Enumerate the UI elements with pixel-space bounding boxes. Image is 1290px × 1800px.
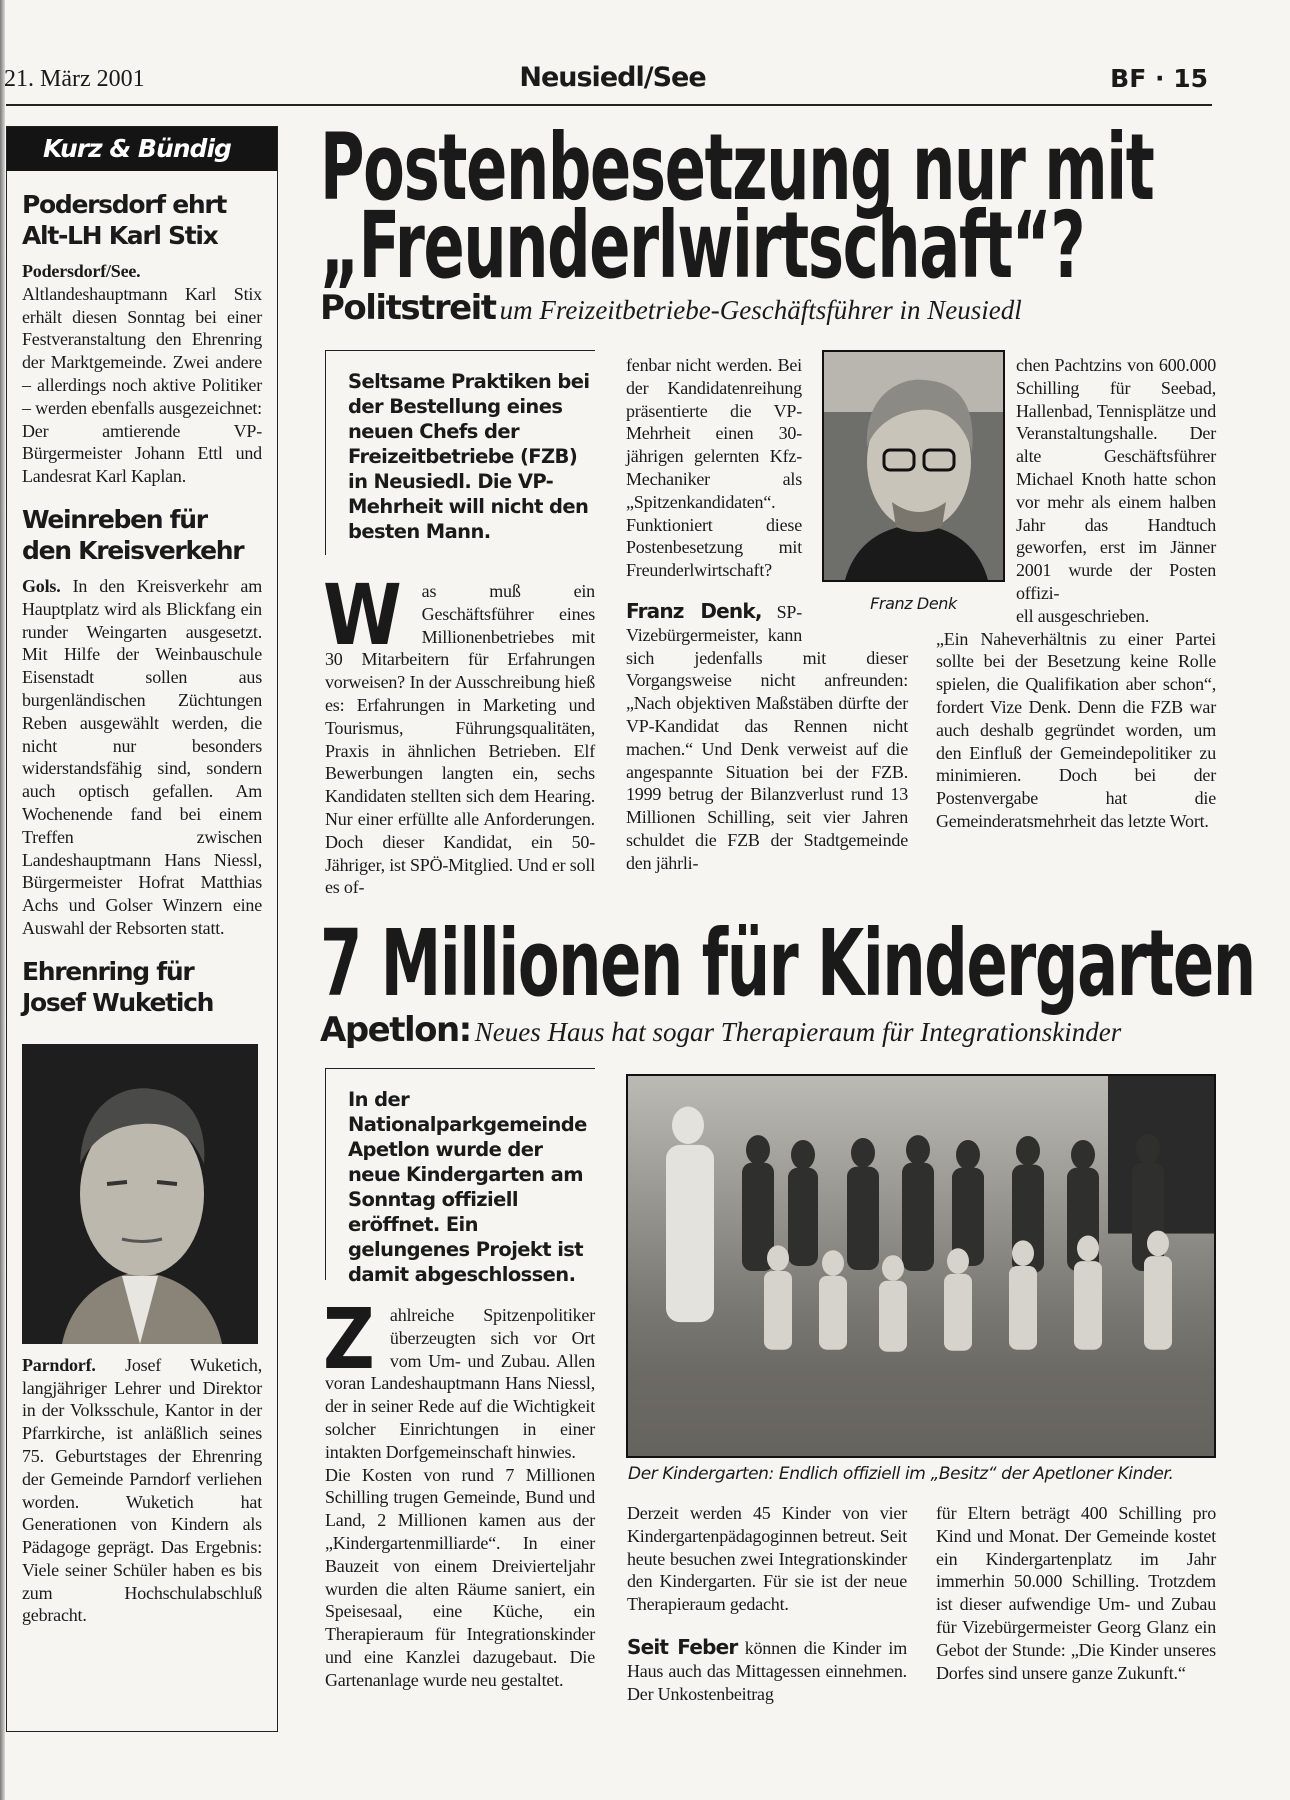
article1-subtitle: um Freizeitbetriebe-Geschäftsführer in Neusiedl — [499, 295, 1022, 325]
dropcap: Z — [323, 1290, 375, 1388]
kindergarten-group-photo — [626, 1074, 1216, 1458]
article1-lead: Seltsame Praktiken bei der Bestellung eines neuen Chefs der Freizeitbetriebe (FZB) in Neusiedl. Die VP-Mehrheit will nicht den besten Mann. — [325, 350, 595, 555]
article1-headline-line1: Postenbesetzung nur mit — [320, 114, 1154, 221]
article-text: Derzeit werden 45 Kinder von vier Kindergartenpädagoginnen betreut. Seit heute besuchen zwei Integrationskinder den Kindergarten. Für sie ist der neue Therapieraum gedacht. — [627, 1503, 907, 1615]
article2-kicker: Apetlon: — [320, 1010, 471, 1050]
run-in-heading: Seit Feber — [627, 1634, 738, 1659]
page-number: BF · 15 — [1110, 64, 1208, 93]
news-body — [22, 575, 262, 940]
photo-spacer — [936, 354, 1016, 624]
sidebar-title: Kurz & Bündig — [7, 127, 277, 171]
news-heading: Podersdorf ehrt Alt-LH Karl Stix — [22, 190, 227, 250]
dateline: Podersdorf/See. — [22, 261, 141, 281]
article2-column3 — [936, 1502, 1216, 1684]
news-body — [22, 260, 262, 488]
dateline: Parndorf. — [22, 1354, 96, 1375]
article-text: für Eltern beträgt 400 Schilling pro Kind und Monat. Der Gemeinde kostet ein Kindergartenplatz im Jahr immerhin 50.000 Schilling. Trotzdem ist dieser aufwendige Um- und Zubau für Vizebürgermeister Georg Glanz ein Gebot der Stunde: „Die Kinder unseres Dorfes sind unsere ganze Zukunft.“ — [936, 1503, 1216, 1683]
article-text: ell ausgeschrieben. — [1016, 605, 1150, 626]
article2-column2 — [627, 1502, 907, 1705]
news-text: In den Kreisverkehr am Hauptplatz wird als Blickfang ein runder Weingarten ausgesetzt. Mit Hilfe der Weinbauschule Eisenstadt sollen aus burgenländischen Züchtungen Reben ausgewählt werden, die nicht nur besonders widerstandsfähig sind, sondern auch optisch gefallen. Am Wochenende fand bei einem Treffen zwischen Landeshauptmann Hans Niessl, Bürgermeister Hofrat Matthias Achs und Golser Winzern eine Auswahl der Rebsorten statt. — [22, 575, 262, 938]
article-text: ahlreiche Spitzenpolitiker überzeugten sich vor Ort vom Um- und Zubau. Allen voran Landeshauptmann Hans Niessl, der in seiner Rede auf die Wichtigkeit solcher Einrichtungen in einer intakten Dorfgemeinschaft hinwies. — [325, 1305, 595, 1462]
article-text-span: SP-Vizebürgermeister, kann sich jedenfalls mit dieser Vorgangsweise nicht anfreunden: „Nach objektiven Maßstäben dürfte der VP-Kandidat das Rennen nicht machen.“ Und Denk verweist auf die angespannte Situation bei der FZB. 1999 betrug der Bilanzverlust rund 13 Millionen Schilling, seit vier Jahren schuldet die FZB der Stadtgemeinde den jährli- — [626, 601, 908, 873]
news-heading: Ehrenring für Josef Wuketich — [22, 956, 214, 1017]
article1-column3 — [936, 354, 1216, 833]
article-text: chen Pachtzins von 600.000 Schilling für Seebad, Hallenbad, Tennisplätze und Veranstaltungshalle. Der alte Geschäftsführer Michael Knoth hatte schon vor mehr als einem halben Jahr das Handtuch geworfen, erst im Jänner 2001 wurde der Posten offizi- — [1016, 355, 1216, 603]
article-text: „Ein Naheverhältnis zu einer Partei sollte bei der Besetzung keine Rolle spielen, die Qualifikation aber schon“, fordert Vize Denk. Denn die FZB war auch deshalb gegründet worden, um den Einfluß der Gemeindepolitiker zu minimieren. Doch bei der Postenvergabe hat die Gemeinderatsmehrheit das letzte Wort. — [936, 628, 1216, 831]
issue-date: 21. März 2001 — [4, 66, 145, 92]
article-text — [627, 1636, 907, 1705]
article-text: fenbar nicht werden. Bei der Kandidatenreihung präsentierte die VP-Mehrheit einen 30-jährigen gelernten Kfz-Mechaniker als „Spitzenkandidaten“. Funktioniert diese Postenbesetzung mit Freunderlwirtschaft? — [626, 355, 802, 581]
sidebar-kurz-buendig — [6, 126, 278, 1732]
photo-caption: Der Kindergarten: Endlich offiziell im „Besitz“ der Apetloner Kinder. — [628, 1464, 1174, 1484]
article1-kicker: Politstreit — [320, 288, 496, 328]
news-item — [22, 956, 262, 1628]
article1-headline-line2: „Freunderlwirtschaft“? — [320, 192, 1085, 299]
photo-caption: Franz Denk — [870, 594, 957, 613]
news-item — [22, 189, 262, 488]
news-body — [22, 1354, 262, 1628]
article1-column1 — [323, 566, 595, 899]
article2-lead: In der Nationalparkgemeinde Apetlon wurde der neue Kindergarten am Sonntag offiziell eröffnet. Ein gelungenes Projekt ist damit abgeschlossen. — [325, 1068, 595, 1280]
article-text: Die Kosten von rund 7 Millionen Schilling trugen Gemeinde, Bund und Land, 2 Millionen kamen aus der „Kindergartenmilliarde“. In einer Bauzeit von einem Dreivierteljahr wurden die alten Räume saniert, ein Speisesaal, eine Küche, ein Therapieraum für Integrationskinder und eine Kanzlei dazugebaut. Die Gartenanlage wurde neu gestaltet. — [325, 1464, 595, 1690]
run-in-name: Franz Denk, — [626, 598, 762, 623]
article-text-span: können die Kinder im Haus auch das Mittagessen einnehmen. Der Unkostenbeitrag — [627, 1637, 907, 1704]
portrait-photo-wuketich — [22, 1044, 258, 1344]
scan-edge — [0, 0, 5, 1800]
portrait-image — [22, 1044, 258, 1344]
group-image — [628, 1076, 1216, 1458]
article2-headline: 7 Millionen für Kindergarten — [320, 910, 1255, 1017]
article2-subtitle: Neues Haus hat sogar Therapieraum für Integrationskinder — [474, 1017, 1122, 1047]
news-text: Josef Wuketich, langjähriger Lehrer und Direktor in der Volksschule, Kantor in der Pfarrkirche, ist anläßlich seines 75. Geburtstages der Ehrenring der Gemeinde Parndorf verliehen worden. Wuketich hat Generationen von Kindern als Pädagoge geprägt. Das Ergebnis: Viele seiner Schüler haben es bis zum Hochschulabschluß gebracht. — [22, 1354, 262, 1626]
article-text: as muß ein Geschäftsführer eines Millionenbetriebes mit 30 Mitarbeitern für Erfahrungen vorweisen? In der Ausschreibung hieß es: Erfahrungen in Marketing und Tourismus, Führungsqualitäten, Praxis in ähnlichen Betrieben. Elf Bewerbungen langten ein, sechs Kandidaten stellten sich dem Hearing. Nur einer erfüllte alle Anforderungen. Doch dieser Kandidat, ein 50-Jähriger, ist SPÖ-Mitglied. Und er soll es of- — [325, 581, 595, 898]
news-heading: Weinreben für den Kreisverkehr — [22, 504, 244, 565]
article2-column1 — [323, 1290, 595, 1692]
dateline: Gols. — [22, 575, 61, 596]
news-text: Altlandeshauptmann Karl Stix erhält diesen Sonntag bei einer Festveranstaltung den Ehrenring der Marktgemeinde. Zwei andere – allerdings noch aktive Politiker – werden ebenfalls ausgezeichnet: Der amtierende VP-Bürgermeister Johann Ettl und Landesrat Karl Kaplan. — [22, 283, 262, 487]
article1-subheadline — [320, 288, 1022, 328]
news-item — [22, 504, 262, 940]
header-rule — [6, 104, 1212, 106]
section-title: Neusiedl/See — [519, 62, 706, 93]
dropcap: W — [323, 566, 402, 664]
article2-subheadline — [320, 1010, 1121, 1050]
